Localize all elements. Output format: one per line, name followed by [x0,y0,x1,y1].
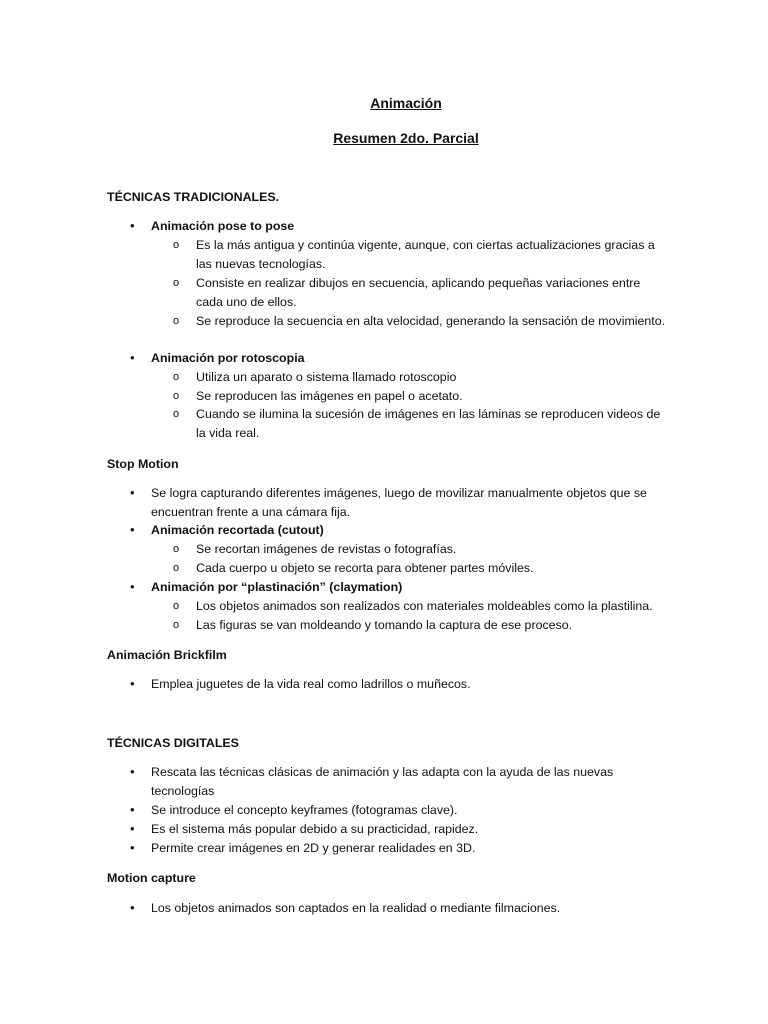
sub-bullet-icon: o [173,408,180,420]
document-subtitle: Resumen 2do. Parcial [333,130,479,146]
bullet-icon: • [130,485,135,500]
sub-bullet-icon: o [173,239,180,251]
sub-bullet-icon: o [173,315,180,327]
bullet-icon: • [130,218,135,233]
list-item-rotoscopia: Animación por rotoscopia [151,351,305,365]
sub-bullet-icon: o [173,390,180,402]
sub-bullet-icon: o [173,543,180,555]
bullet-icon: • [130,840,135,855]
bullet-icon: • [130,802,135,817]
sub-list-item: Las figuras se van moldeando y tomando la captura de ese proceso. [196,618,573,632]
bullet-icon: • [130,900,135,915]
sub-list-item: Cuando se ilumina la sucesión de imágenes en las láminas se reproducen videos de la vida real. [196,407,661,440]
list-item: Rescata las técnicas clásicas de animación y las adapta con la ayuda de las nuevas tecnologías [151,765,614,798]
sub-bullet-icon: o [173,277,180,289]
sub-list-item: Consiste en realizar dibujos en secuencia, aplicando pequeñas variaciones entre cada uno de ellos. [196,276,641,309]
list-item-claymation: Animación por “plastinación” (claymation) [151,580,403,594]
sub-bullet-icon: o [173,619,180,631]
sub-list-item: Cada cuerpo u objeto se recorta para obtener partes móviles. [196,561,534,575]
sub-list-item: Se recortan imágenes de revistas o fotografías. [196,542,457,556]
list-item: Se introduce el concepto keyframes (fotogramas clave). [151,803,458,817]
section-heading-brickfilm: Animación Brickfilm [107,648,227,662]
sub-bullet-icon: o [173,562,180,574]
list-item: Emplea juguetes de la vida real como ladrillos o muñecos. [151,677,471,691]
list-item: Es el sistema más popular debido a su practicidad, rapidez. [151,822,479,836]
section-heading-traditional: TÉCNICAS TRADICIONALES. [107,190,280,204]
document-title: Animación [370,95,442,111]
sub-bullet-icon: o [173,600,180,612]
list-item: Permite crear imágenes en 2D y generar realidades en 3D. [151,841,476,855]
list-item: Los objetos animados son captados en la realidad o mediante filmaciones. [151,901,561,915]
sub-list-item: Utiliza un aparato o sistema llamado rotoscopio [196,370,457,384]
sub-list-item: Es la más antigua y continúa vigente, aunque, con ciertas actualizaciones gracias a las nuevas tecnologías. [196,238,655,271]
bullet-icon: • [130,764,135,779]
bullet-icon: • [130,676,135,691]
sub-list-item: Se reproducen las imágenes en papel o acetato. [196,389,463,403]
section-heading-motion-capture: Motion capture [107,871,196,885]
section-heading-digital: TÉCNICAS DIGITALES [107,736,239,750]
sub-bullet-icon: o [173,371,180,383]
list-item-pose-to-pose: Animación pose to pose [151,219,295,233]
sub-list-item: Se reproduce la secuencia en alta velocidad, generando la sensación de movimiento. [196,314,666,328]
sub-list-item: Los objetos animados son realizados con materiales moldeables como la plastilina. [196,599,653,613]
list-item-cutout: Animación recortada (cutout) [151,523,324,537]
list-item: Se logra capturando diferentes imágenes, luego de movilizar manualmente objetos que se encuentran frente a una cámara fija. [151,486,647,519]
bullet-icon: • [130,579,135,594]
bullet-icon: • [130,821,135,836]
bullet-icon: • [130,522,135,537]
section-heading-stop-motion: Stop Motion [107,457,179,471]
bullet-icon: • [130,350,135,365]
